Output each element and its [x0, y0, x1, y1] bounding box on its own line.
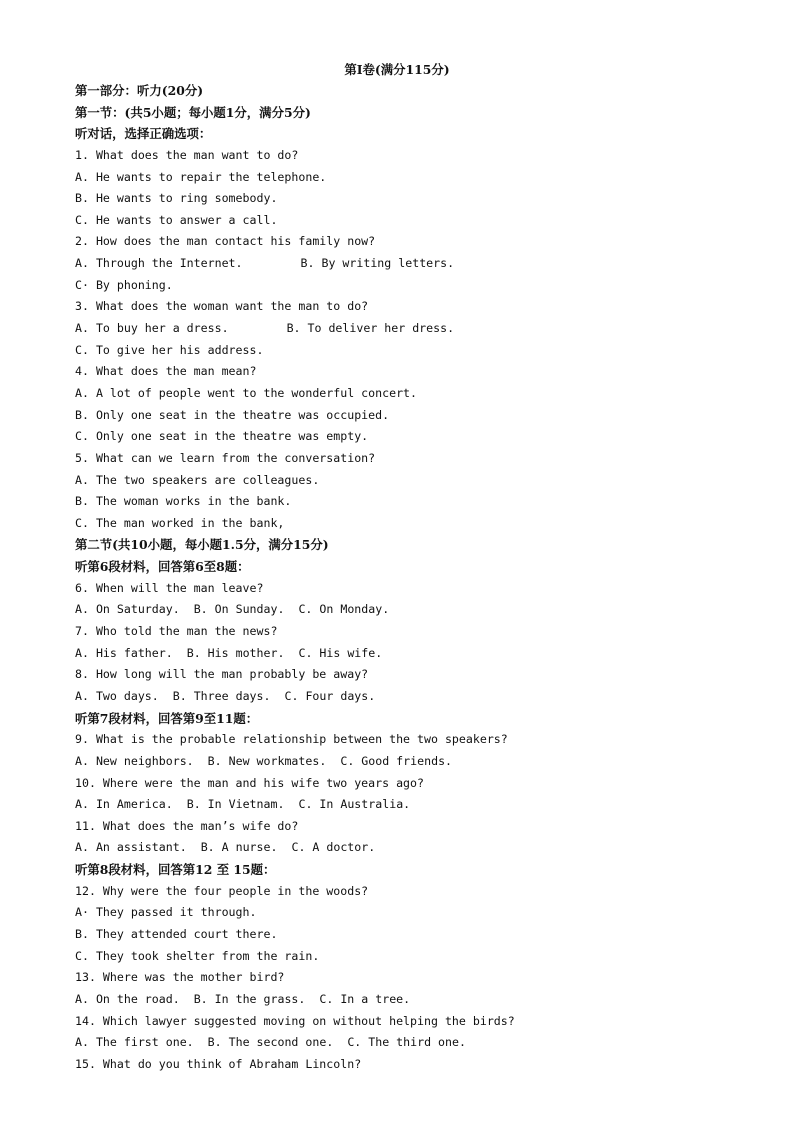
question-3: 3. What does the woman want the man to do? — [75, 299, 369, 314]
option-c: C. His wife. — [298, 645, 383, 660]
options-row — [75, 643, 755, 665]
page-title: 第Ⅰ卷(满分115分) — [344, 62, 450, 77]
exam-content — [75, 80, 755, 1075]
question-15: 15. What do you think of Abraham Lincoln? — [75, 1056, 362, 1071]
section-heading: 第二节(共10小题，每小题1.5分，满分15分) — [75, 537, 329, 553]
question-4: 4. What does the man mean? — [75, 364, 257, 379]
question-14: 14. Which lawyer suggested moving on without helping the birds? — [75, 1013, 515, 1028]
option-a: A. On Saturday. — [75, 602, 180, 617]
option-c: C. He wants to answer a call. — [75, 212, 278, 227]
option-b: B. On Sunday. — [193, 602, 285, 617]
option-c: C. To give her his address. — [75, 342, 264, 357]
option-c: C· By phoning. — [75, 277, 173, 292]
question-9: 9. What is the probable relationship between the two speakers? — [75, 732, 508, 747]
part-heading: 第一部分：听力(20分) — [75, 83, 204, 98]
option-b: B. In the grass. — [193, 991, 306, 1006]
material-heading: 听第8段材料，回答第12 至 15题： — [75, 862, 276, 878]
option-a: A. On the road. — [75, 991, 180, 1006]
options-row — [75, 599, 755, 621]
option-c: C. In a tree. — [319, 991, 411, 1006]
question-8: 8. How long will the man probably be away? — [75, 667, 369, 682]
option-b: B. By writing letters. — [300, 256, 455, 271]
option-a: A. His father. — [75, 645, 173, 660]
option-a: A. The first one. — [75, 1035, 194, 1050]
option-b: B. In Vietnam. — [186, 797, 285, 812]
option-b: B. Only one seat in the theatre was occupied. — [75, 407, 390, 422]
option-c: C. On Monday. — [298, 602, 390, 617]
options-row — [75, 837, 755, 859]
option-c: C. The man worked in the bank, — [75, 515, 285, 530]
question-10: 10. Where were the man and his wife two years ago? — [75, 775, 425, 790]
option-b: B. Three days. — [172, 688, 271, 703]
option-b: B. He wants to ring somebody. — [75, 191, 278, 206]
option-b: B. New workmates. — [207, 753, 327, 768]
option-c: C. Four days. — [284, 688, 376, 703]
options-row — [75, 1032, 755, 1054]
options-row — [75, 794, 755, 816]
question-11: 11. What does the man’s wife do? — [75, 818, 299, 833]
option-a: A. New neighbors. — [75, 753, 194, 768]
option-b: B. To deliver her dress. — [286, 321, 455, 336]
question-2: 2. How does the man contact his family now? — [75, 234, 376, 249]
options-row — [75, 253, 755, 275]
option-a: A. He wants to repair the telephone. — [75, 169, 327, 184]
option-a: A. An assistant. — [75, 840, 187, 855]
option-a: A. To buy her a dress. — [75, 321, 229, 336]
option-b: B. They attended court there. — [75, 926, 278, 941]
option-c: C. They took shelter from the rain. — [75, 948, 320, 963]
option-c: C. In Australia. — [298, 797, 411, 812]
question-5: 5. What can we learn from the conversation? — [75, 450, 376, 465]
question-12: 12. Why were the four people in the woods? — [75, 883, 369, 898]
options-row — [75, 989, 755, 1011]
options-row — [75, 751, 755, 773]
option-b: B. His mother. — [186, 645, 285, 660]
option-c: C. The third one. — [347, 1035, 466, 1050]
instruction: 听对话，选择正确选项： — [75, 126, 212, 142]
material-heading: 听第6段材料，回答第6至8题： — [75, 559, 250, 575]
option-a: A. The two speakers are colleagues. — [75, 472, 320, 487]
options-row — [75, 686, 755, 708]
option-a: A. In America. — [75, 797, 173, 812]
option-b: B. The woman works in the bank. — [75, 494, 292, 509]
material-heading: 听第7段材料，回答第9至11题： — [75, 710, 259, 726]
options-row — [75, 318, 755, 340]
option-a: A. A lot of people went to the wonderful concert. — [75, 385, 418, 400]
option-a: A. Through the Internet. — [75, 256, 243, 271]
option-b: B. A nurse. — [200, 840, 278, 855]
option-a: A· They passed it through. — [75, 905, 257, 920]
option-c: C. Good friends. — [340, 753, 453, 768]
option-c: C. Only one seat in the theatre was empty. — [75, 429, 369, 444]
option-a: A. Two days. — [75, 688, 159, 703]
section-heading: 第一节：(共5小题；每小题1分，满分5分) — [75, 104, 311, 120]
question-6: 6. When will the man leave? — [75, 580, 264, 595]
question-1: 1. What does the man want to do? — [75, 147, 299, 162]
option-c: C. A doctor. — [291, 840, 376, 855]
option-b: B. The second one. — [207, 1035, 334, 1050]
question-7: 7. Who told the man the news? — [75, 624, 278, 639]
question-13: 13. Where was the mother bird? — [75, 970, 285, 985]
